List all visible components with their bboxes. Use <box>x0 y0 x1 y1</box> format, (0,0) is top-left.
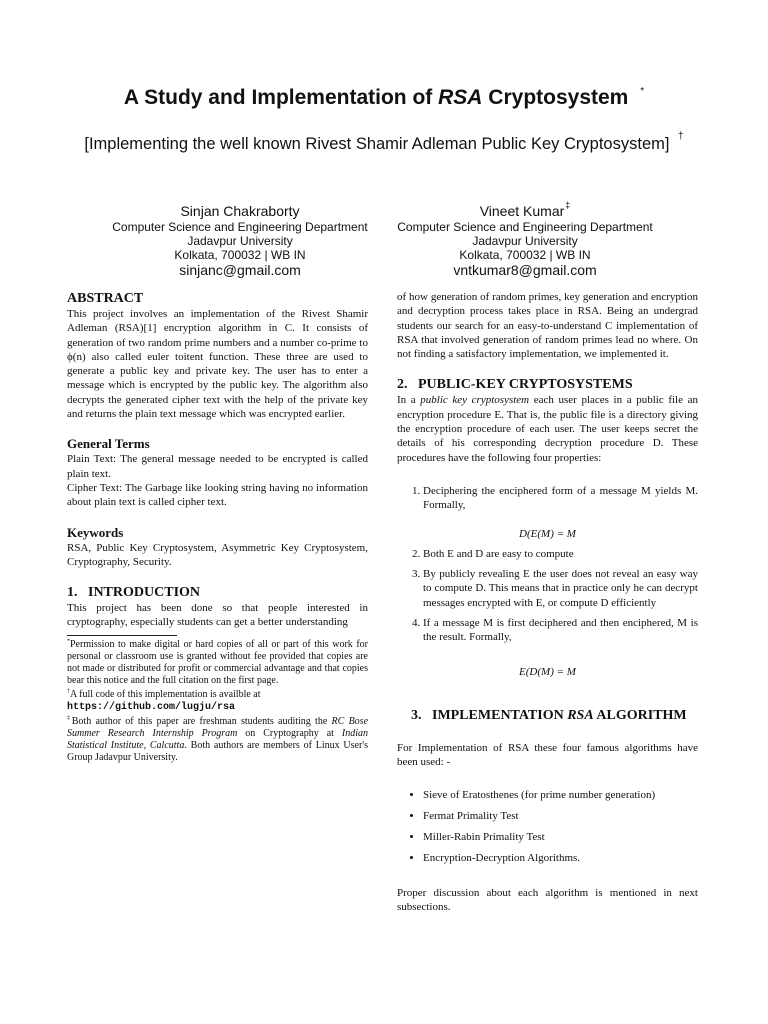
general-terms-cipher: Cipher Text: The Garbage like looking string having no information about plain text is called cipher text. <box>67 481 368 509</box>
abstract-text: This project involves an implementation of the Rivest Shamir Adleman (RSA)[1] encryption algorithm in C. It consists of generation of two random prime numbers and a number co-prime to ϕ(n) also called euler toitent function. These three are used to generate a public key and private key. The user has to enter a message which is encrypted by the public key. The algorithm also decrypts the generated cipher text with the help of the private key and returns the plain text message which was encrypted earlier. <box>67 308 368 421</box>
footnote-mark: † <box>67 688 70 695</box>
introduction-text: This project has been done so that people interested in cryptography, especially students can get a better understanding <box>67 602 368 629</box>
author-address: Kolkata, 700032 | WB IN <box>459 248 591 262</box>
pkc-properties-list <box>397 484 698 679</box>
right-column <box>397 290 698 914</box>
author-footnote-mark: ‡ <box>565 200 571 210</box>
algorithms-list <box>397 788 698 866</box>
footnote-text: , <box>143 739 150 751</box>
heading-emphasis: RSA <box>567 707 594 723</box>
implementation-heading <box>397 690 698 741</box>
author-block-1 <box>90 203 390 279</box>
list-item: 3. By publicly revealing E the user does not reveal an easy way to compute D. This means that in practice only he can decrypt messages encrypted with E, or compute D efficiently <box>423 567 698 610</box>
list-item: • Fermat Primality Test <box>423 809 698 823</box>
pkc-heading: 2. PUBLIC-KEY CRYPTOSYSTEMS <box>397 377 633 393</box>
title-text-end: Cryptosystem <box>482 86 629 109</box>
footnote-rule <box>67 635 177 636</box>
list-item: • Encryption-Decryption Algorithms. <box>423 851 698 865</box>
author-university: Jadavpur University <box>472 234 578 248</box>
introduction-continued: of how generation of random primes, key generation and encryption and decryption process takes place in RSA. Being an undergrad students our search for an easy-to-understand C implementation of RSA that involved generation of random primes lead no where. On not finding a satisfactory implementation, we implemented it. <box>397 291 698 361</box>
author-name: Sinjan Chakraborty <box>180 203 300 219</box>
list-item: • Sieve of Eratosthenes (for prime number generation) <box>423 788 698 802</box>
footnote-text: Both author of this paper are freshman students auditing the <box>71 715 332 727</box>
footnote-emphasis: Calcutta <box>149 739 185 751</box>
keywords-heading: Keywords <box>67 524 124 540</box>
footnote-text: . Both authors are members of Linux User's Group Jadavpur University. <box>67 739 368 763</box>
footnote-permission <box>67 639 368 687</box>
author-block-2 <box>375 200 675 279</box>
pkc-intro <box>397 393 698 464</box>
title-text: A Study and Implementation of <box>123 86 439 109</box>
equation-1: D(E(M) = M <box>519 527 576 540</box>
introduction-heading: 1. INTRODUCTION <box>67 585 201 601</box>
list-item: 4. If a message M is first deciphered and then enciphered, M is the result. Formally, <box>423 616 698 645</box>
equation-2: E(D(M) = M <box>519 665 576 678</box>
author-email: vntkumar8@gmail.com <box>453 262 597 278</box>
implementation-intro: For Implementation of RSA these four famous algorithms have been used: - <box>397 741 698 769</box>
heading-text: ALGORITHM <box>593 707 687 723</box>
footnote-text: on Cryptography at <box>237 727 342 739</box>
title-footnote-mark: * <box>640 86 645 97</box>
general-terms-heading: General Terms <box>67 436 150 452</box>
paper-subtitle <box>0 131 768 154</box>
footnote-authors <box>67 716 368 764</box>
pkc-intro-text: In a <box>397 394 421 407</box>
author-email: sinjanc@gmail.com <box>179 262 301 278</box>
keywords-text: RSA, Public Key Cryptosystem, Asymmetric Key Cryptosystem, Cryptography, Security. <box>67 541 368 568</box>
author-address: Kolkata, 700032 | WB IN <box>174 248 306 262</box>
author-name-row <box>375 200 675 220</box>
pkc-intro-emphasis: public key cryptosystem <box>420 394 530 407</box>
author-department: Computer Science and Engineering Department <box>112 220 368 234</box>
footnote-text: Permission to make digital or hard copies of all or part of this work for personal or classroom use is granted without fee provided that copies are not made or distributed for profit or commercial advantage and that copies bear this notice and the full citation on the first page. <box>67 638 368 686</box>
footnote-emphasis: RC Bose Summer Research Internship Program <box>67 715 369 739</box>
pkc-intro-text: each user places in a public file an encryption procedure E. That is, the public file is a directory giving the encryption procedure of each user. The user keeps secret the details of his corresponding decryption procedure D. These procedures have the following four properties: <box>397 394 698 464</box>
footnote-mark: * <box>67 638 70 645</box>
footnote-emphasis: Indian Statistical Institute <box>67 727 369 751</box>
list-item: • Miller-Rabin Primality Test <box>423 830 698 844</box>
title-emphasis: RSA <box>438 86 483 109</box>
footnote-code <box>67 689 368 714</box>
code-repo-link[interactable]: https://github.com/lugju/rsa <box>67 701 236 713</box>
paper-title <box>0 86 768 110</box>
implementation-closing: Proper discussion about each algorithm is mentioned in next subsections. <box>397 886 698 914</box>
abstract-heading: ABSTRACT <box>67 291 144 306</box>
subtitle-text: [Implementing the well known Rivest Shamir Adleman Public Key Cryptosystem] <box>84 135 670 153</box>
list-item: 1. Deciphering the enciphered form of a message M yields M. Formally, <box>423 484 698 513</box>
list-item: 2. Both E and D are easy to compute <box>423 547 698 561</box>
left-column <box>67 290 368 764</box>
author-university: Jadavpur University <box>187 234 293 248</box>
author-department: Computer Science and Engineering Department <box>397 220 653 234</box>
footnote-text: A full code of this implementation is availble at <box>70 688 261 700</box>
footnote-mark: ‡ <box>67 715 72 722</box>
general-terms-plain: Plain Text: The general message needed to be encrypted is called plain text. <box>67 453 368 480</box>
heading-text: 3. IMPLEMENTATION <box>411 707 568 723</box>
subtitle-footnote-mark: † <box>678 131 684 142</box>
author-name: Vineet Kumar <box>479 203 565 219</box>
